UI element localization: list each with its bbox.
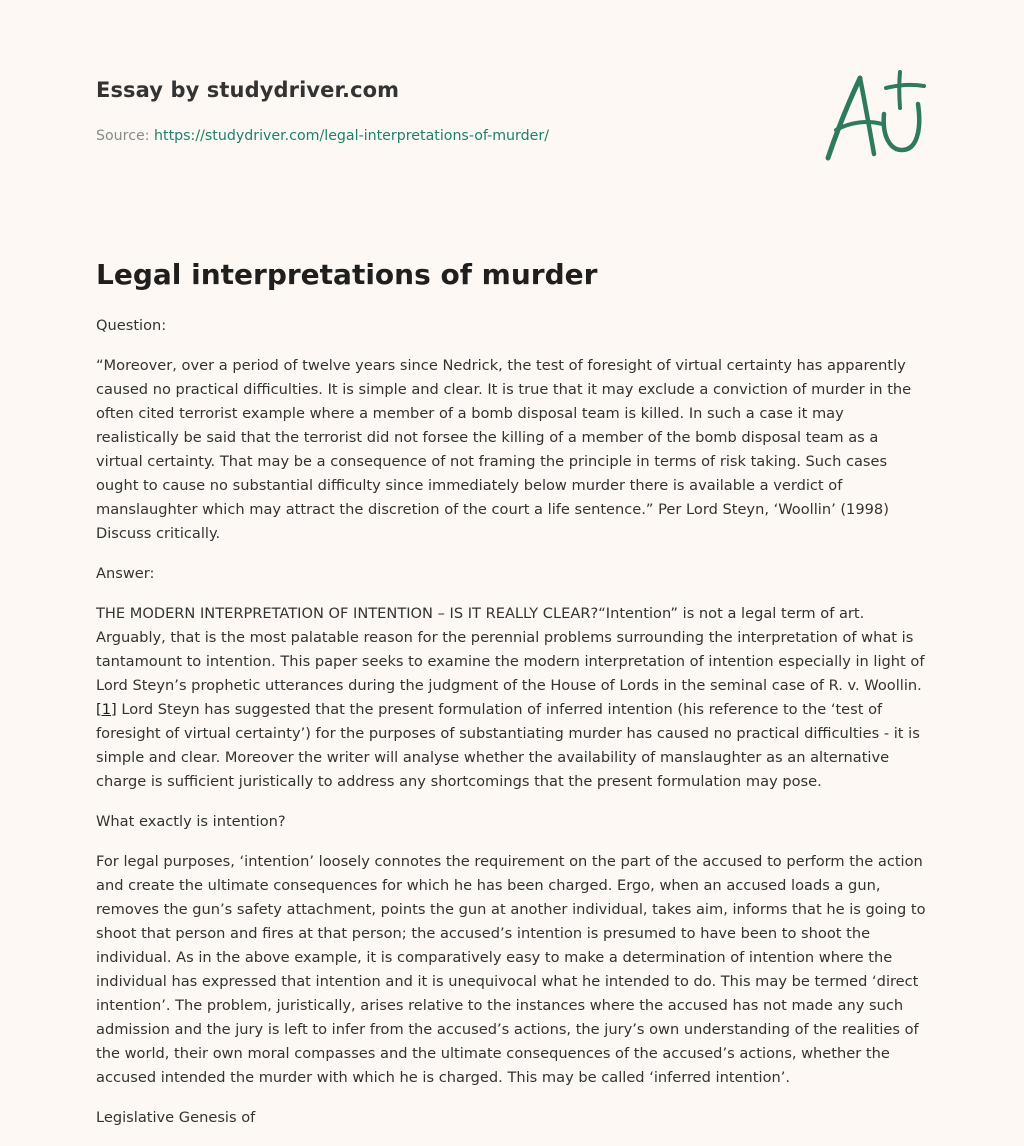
- answer-label: Answer:: [96, 565, 155, 582]
- answer-text-part-1: THE MODERN INTERPRETATION OF INTENTION – IS IT REALLY CLEAR?“Intention” is not a legal term of art. Arguably, that is the most palatable reason for the perennial problems surrounding the interpretation of what is tantamount to intention. This paper seeks to examine the modern interpretation of intention especially in light of Lord Steyn’s prophetic utterances during the judgment of the House of Lords in the seminal case of R. v. Woollin.: [96, 605, 925, 694]
- answer-paragraph: [96, 602, 928, 794]
- next-section-heading: Legislative Genesis of: [96, 1109, 256, 1126]
- source-link[interactable]: https://studydriver.com/legal-interpretations-of-murder/: [154, 128, 549, 144]
- essay-body: [96, 314, 928, 1146]
- question-paragraph: “Moreover, over a period of twelve years since Nedrick, the test of foresight of virtual certainty has apparently caused no practical difficulties. It is simple and clear. It is true that it may exclude a conviction of murder in the often cited terrorist example where a member of a bomb disposal team is killed. In such a case it may realistically be said that the terrorist did not forsee the killing of a member of the bomb disposal team as a virtual certainty. That may be a consequence of not framing the principle in terms of risk taking. Such cases ought to cause no substantial difficulty since immediately below murder there is available a verdict of manslaughter which may attract the discretion of the court a life sentence.” Per Lord Steyn, ‘Woollin’ (1998) Discuss critically.: [96, 357, 912, 542]
- source-label: Source:: [96, 128, 150, 144]
- page-title: Legal interpretations of murder: [96, 258, 598, 291]
- brand-title: Essay by studydriver.com: [96, 78, 400, 102]
- source-line: [96, 126, 796, 146]
- answer-text-part-2: Lord Steyn has suggested that the present formulation of inferred intention (his reference to the ‘test of foresight of virtual certainty’) for the purposes of substantiating murder has caused no practical difficulties - it is simple and clear. Moreover the writer will analyse whether the availability of manslaughter as an alternative charge is sufficient juristically to address any shortcomings that the present formulation may pose.: [96, 701, 920, 790]
- section-heading: What exactly is intention?: [96, 813, 286, 830]
- page-header: [96, 76, 796, 146]
- footnote-link[interactable]: [1]: [96, 701, 117, 718]
- section-paragraph: For legal purposes, ‘intention’ loosely connotes the requirement on the part of the accused to perform the action and create the ultimate consequences for which he has been charged. Ergo, when an accused loads a gun, removes the gun’s safety attachment, points the gun at another individual, takes aim, informs that he is going to shoot that person and fires at that person; the accused’s intention is presumed to have been to shoot the individual. As in the above example, it is comparatively easy to make a determination of intention where the individual has expressed that intention and it is unequivocal what he intended to do. This may be termed ‘direct intention’. The problem, juristically, arises relative to the instances where the accused has not made any such admission and the jury is left to infer from the accused’s actions, the jury’s own understanding of the realities of the world, their own moral compasses and the ultimate consequences of the accused’s actions, whether the accused intended the murder with which he is charged. This may be called ‘inferred intention’.: [96, 853, 926, 1086]
- a-plus-logo-icon: [820, 64, 930, 168]
- question-label: Question:: [96, 317, 167, 334]
